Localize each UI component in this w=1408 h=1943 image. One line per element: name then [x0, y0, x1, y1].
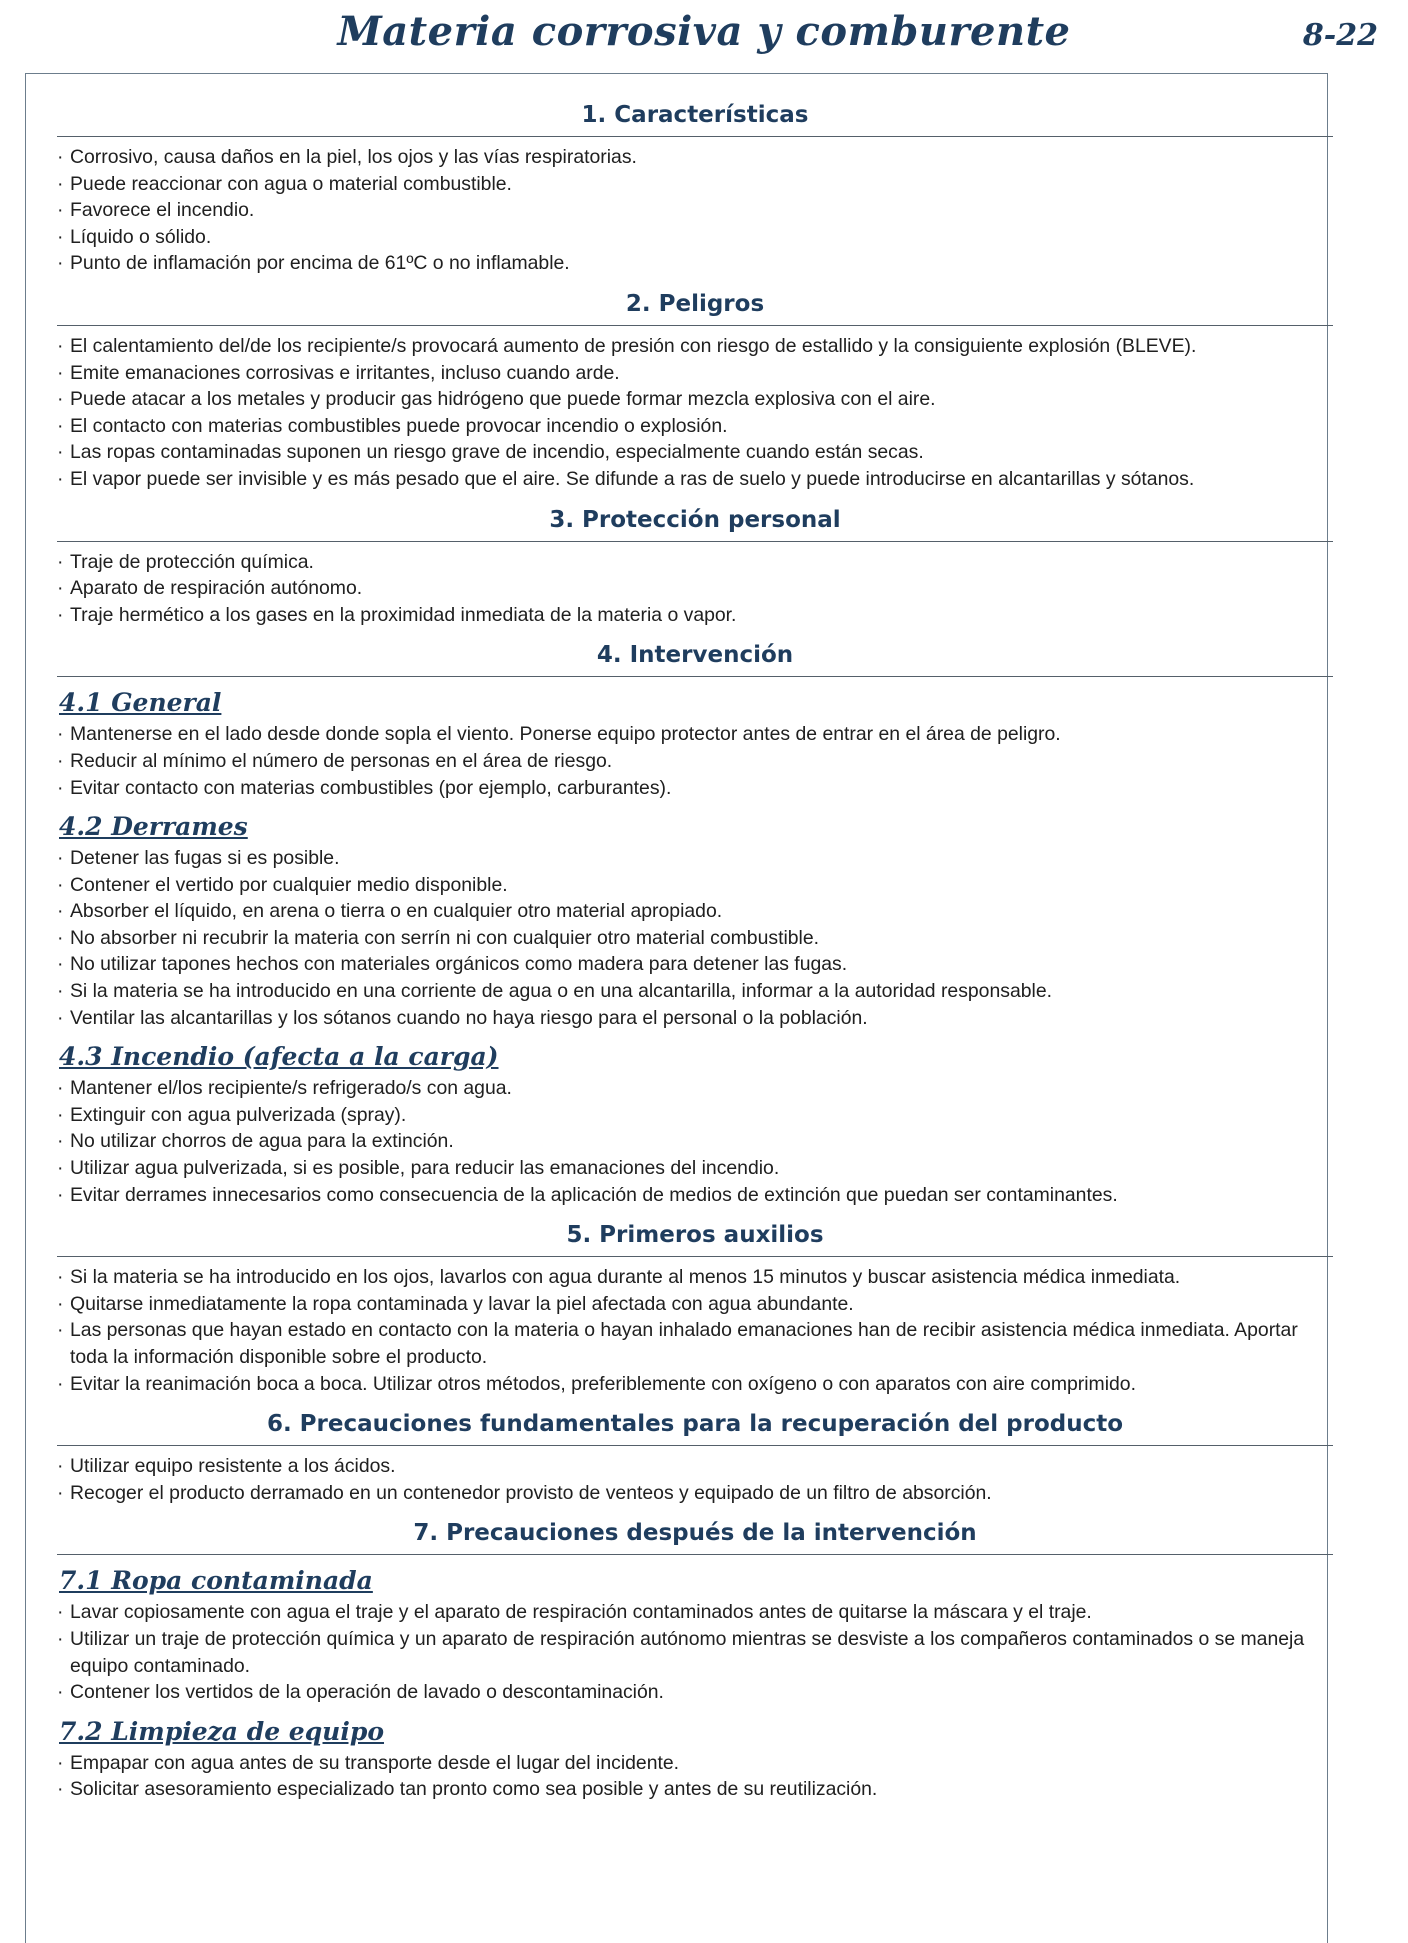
list-item: · No absorber ni recubrir la materia con serrín ni con cualquier otro material combustible. — [57, 925, 1333, 952]
list-item: · Las personas que hayan estado en contacto con la materia o hayan inhalado emanaciones han de recibir asistencia médica inmediata. Aportar toda la información disponible sobre el producto. — [57, 1317, 1333, 1370]
section-primeros-auxilios — [57, 1220, 1333, 1397]
page-header — [0, 0, 1408, 70]
subsection-title-limpieza-equipo: 7.2 Limpieza de equipo — [59, 1716, 385, 1746]
list-item: · Puede atacar a los metales y producir gas hidrógeno que puede formar mezcla explosiva con el aire. — [57, 386, 1333, 413]
list-item: · Punto de inflamación por encima de 61ºC o no inflamable. — [57, 250, 1333, 277]
list-item: · Utilizar agua pulverizada, si es posible, para reducir las emanaciones del incendio. — [57, 1155, 1333, 1182]
subsection-title-ropa-contaminada: 7.1 Ropa contaminada — [59, 1566, 373, 1596]
subsection-title-incendio: 4.3 Incendio (afecta a la carga) — [59, 1042, 499, 1072]
item-list — [57, 1075, 1333, 1208]
list-item: · Quitarse inmediatamente la ropa contaminada y lavar la piel afectada con agua abundante. — [57, 1291, 1333, 1318]
document-content — [57, 100, 1333, 1815]
item-list — [57, 1599, 1333, 1705]
item-list — [57, 1264, 1333, 1397]
item-list — [57, 144, 1333, 277]
list-item: · Extinguir con agua pulverizada (spray). — [57, 1102, 1333, 1129]
section-proteccion-personal — [57, 505, 1333, 629]
list-item: · Evitar la reanimación boca a boca. Utilizar otros métodos, preferiblemente con oxígeno o con aparatos con aire comprimido. — [57, 1371, 1333, 1398]
list-item: · Favorece el incendio. — [57, 197, 1333, 224]
list-item: · El vapor puede ser invisible y es más pesado que el aire. Se difunde a ras de suelo y puede introducirse en alcantarillas y sótanos. — [57, 466, 1333, 493]
section-title: 1. Características — [57, 100, 1333, 137]
list-item: · Solicitar asesoramiento especializado tan pronto como sea posible y antes de su reutilización. — [57, 1776, 1333, 1803]
list-item: · Recoger el producto derramado en un contenedor provisto de venteos y equipado de un filtro de absorción. — [57, 1480, 1333, 1507]
section-title: 4. Intervención — [57, 640, 1333, 677]
list-item: · Lavar copiosamente con agua el traje y el aparato de respiración contaminados antes de quitarse la máscara y el traje. — [57, 1599, 1333, 1626]
item-list — [57, 549, 1333, 629]
list-item: · Si la materia se ha introducido en los ojos, lavarlos con agua durante al menos 15 minutos y buscar asistencia médica inmediata. — [57, 1264, 1333, 1291]
section-title: 6. Precauciones fundamentales para la recuperación del producto — [57, 1409, 1333, 1446]
page-number: 8-22 — [1302, 18, 1378, 53]
list-item: · Traje hermético a los gases en la proximidad inmediata de la materia o vapor. — [57, 602, 1333, 629]
section-precauciones-recuperacion — [57, 1409, 1333, 1506]
list-item: · Si la materia se ha introducido en una corriente de agua o en una alcantarilla, informar a la autoridad responsable. — [57, 978, 1333, 1005]
item-list — [57, 721, 1333, 801]
section-title: 3. Protección personal — [57, 505, 1333, 542]
list-item: · Contener el vertido por cualquier medio disponible. — [57, 872, 1333, 899]
section-title: 2. Peligros — [57, 289, 1333, 326]
list-item: · Puede reaccionar con agua o material combustible. — [57, 171, 1333, 198]
list-item: · Absorber el líquido, en arena o tierra o en cualquier otro material apropiado. — [57, 898, 1333, 925]
list-item: · El calentamiento del/de los recipiente/s provocará aumento de presión con riesgo de estallido y la consiguiente explosión (BLEVE). — [57, 333, 1333, 360]
list-item: · Reducir al mínimo el número de personas en el área de riesgo. — [57, 748, 1333, 775]
section-peligros — [57, 289, 1333, 493]
section-title: 7. Precauciones después de la intervención — [57, 1518, 1333, 1555]
list-item: · Ventilar las alcantarillas y los sótanos cuando no haya riesgo para el personal o la población. — [57, 1005, 1333, 1032]
list-item: · No utilizar tapones hechos con materiales orgánicos como madera para detener las fugas. — [57, 951, 1333, 978]
section-precauciones-despues — [57, 1518, 1333, 1803]
item-list — [57, 333, 1333, 493]
list-item: · Evitar contacto con materias combustibles (por ejemplo, carburantes). — [57, 775, 1333, 802]
item-list — [57, 1453, 1333, 1506]
list-item: · Empapar con agua antes de su transporte desde el lugar del incidente. — [57, 1750, 1333, 1777]
subsection-title-general: 4.1 General — [59, 688, 222, 718]
list-item: · No utilizar chorros de agua para la extinción. — [57, 1128, 1333, 1155]
list-item: · Corrosivo, causa daños en la piel, los ojos y las vías respiratorias. — [57, 144, 1333, 171]
list-item: · Las ropas contaminadas suponen un riesgo grave de incendio, especialmente cuando están secas. — [57, 439, 1333, 466]
list-item: · Utilizar equipo resistente a los ácidos. — [57, 1453, 1333, 1480]
list-item: · Contener los vertidos de la operación de lavado o descontaminación. — [57, 1679, 1333, 1706]
subsection-title-derrames: 4.2 Derrames — [59, 812, 248, 842]
document-title: Materia corrosiva y comburente — [337, 8, 1071, 55]
list-item: · El contacto con materias combustibles puede provocar incendio o explosión. — [57, 413, 1333, 440]
list-item: · Aparato de respiración autónomo. — [57, 575, 1333, 602]
section-intervencion — [57, 640, 1333, 1208]
list-item: · Emite emanaciones corrosivas e irritantes, incluso cuando arde. — [57, 360, 1333, 387]
list-item: · Líquido o sólido. — [57, 224, 1333, 251]
section-title: 5. Primeros auxilios — [57, 1220, 1333, 1257]
item-list — [57, 1750, 1333, 1803]
item-list — [57, 845, 1333, 1031]
list-item: · Traje de protección química. — [57, 549, 1333, 576]
list-item: · Evitar derrames innecesarios como consecuencia de la aplicación de medios de extinción que puedan ser contaminantes. — [57, 1182, 1333, 1209]
list-item: · Utilizar un traje de protección química y un aparato de respiración autónomo mientras se desviste a los compañeros contaminados o se maneja equipo contaminado. — [57, 1626, 1333, 1679]
list-item: · Mantener el/los recipiente/s refrigerado/s con agua. — [57, 1075, 1333, 1102]
list-item: · Mantenerse en el lado desde donde sopla el viento. Ponerse equipo protector antes de entrar en el área de peligro. — [57, 721, 1333, 748]
list-item: · Detener las fugas si es posible. — [57, 845, 1333, 872]
section-caracteristicas — [57, 100, 1333, 277]
